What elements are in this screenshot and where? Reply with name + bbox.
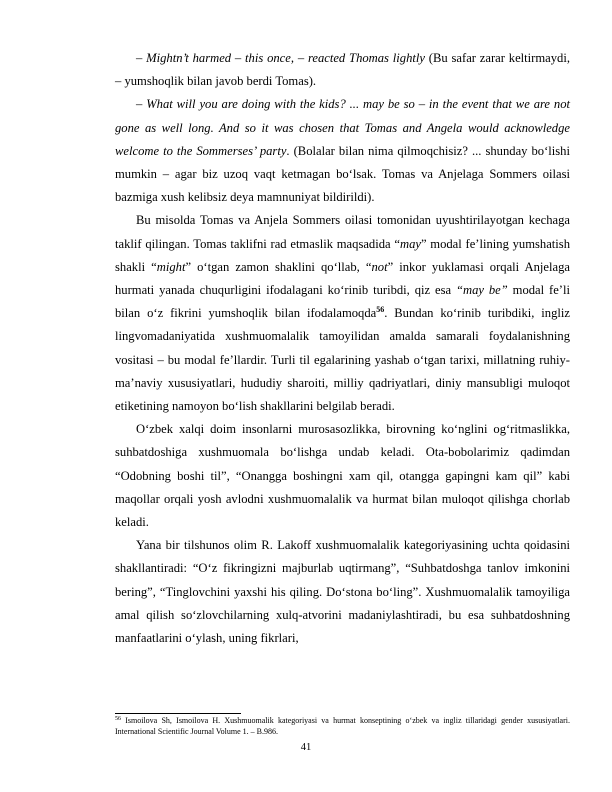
uzbek-translation: . (Bolalar bilan nima qilmoqchisiz? ... shunday bo‘lishi mumkin – agar biz uzoq vaqt ketmagan bo‘lsak. Tomas va Anjelaga Sommers oilasi bazmiga xush kelibsiz deya mamnuniyat bildirildi). <box>115 143 570 205</box>
footnote <box>115 716 570 737</box>
footnote-text: Ismoilova Sh, Ismoilova H. Xushmuomalik kategoriyasi va hurmat konseptining o‘zbek va ingliz tillaridagi gender xususiyatlari. International Scientific Journal Volume 1. – B.986. <box>115 716 570 736</box>
footnote-number: 56 <box>115 716 121 722</box>
dialogue-dash: – <box>136 51 147 65</box>
footnote-separator <box>115 713 241 714</box>
page-number: 41 <box>300 742 312 753</box>
english-quote: – What will you are doing with the kids? ... may be so – in the event that we are not gone as well long. And so it was chosen that Tomas and Angela would acknowledge welcome to the Sommerses’ party <box>115 97 570 158</box>
footnote-reference[interactable]: 56 <box>376 305 385 315</box>
paragraph-lakoff: Yana bir tilshunos olim R. Lakoff xushmuomalalik kategoriyasining uchta qoidasini shakllantiradi: “O‘z fikringizni majburlab uqtirmang”, “Suhbatdoshga tanlov imkonini bering”, “Tinglovchini yaxshi his qiling. Do‘stona bo‘ling”. Xushmuomalalik tamoyiliga amal qilish so‘zlovchilarning xulq-atvorini madaniylashtiradi, bu esa suhbatdoshning manfaatlarini o‘ylash, uning fikrlari, <box>115 538 570 646</box>
paragraph-dialogue-1 <box>115 47 570 93</box>
paragraph-analysis: Bu misolda Tomas va Anjela Sommers oilasi tomonidan uyushtirilayotgan kechaga taklif qilingan. Tomas taklifni rad etmaslik maqsadida “may” modal fe’lining yumshatish shakli “might” o‘tgan zamon shaklini qo‘llab, “not” inkor yuklamasi orqali Anjelaga hurmati yanada chuqurligini ifodalagani ko‘rinib turibdi, qiz esa “may be” modal fe’li bilan o‘z fikrini yumshoqlik bilan ifodalamoqda$^{56}$. Bundan ko‘rinib turibdiki, ingliz lingvomadaniyatida xushmuomalalik tamoyilidan amalda samarali foydalanishning vositasi – bu modal fe’llardir. Turli til egalarining yashab o‘tgan tarixi, millatning ruhiy-ma’naviy xususiyatlari, hududiy sharoiti, milliy qadriyatlari, diniy mansubligi muloqot etiketining namoyon bo‘lish shakllarini belgilab beradi. <box>115 213 570 414</box>
paragraph-uzbek-culture: O‘zbek xalqi doim insonlarni murosasozlikka, birovning ko‘nglini og‘ritmaslikka, suhbatdoshiga xushmuomala bo‘lishga undab keladi. Ota-bobolarimiz qadimdan “Odobning boshi til”, “Onangga boshingni xam qil, otangga gapingni kam qil” kabi maqollar orqali yosh avlodni xushmuomalalik va hurmat bilan muloqot qilishga chorlab keladi. <box>115 422 570 530</box>
term-may-be: “may be” <box>455 283 508 298</box>
term-may: may <box>399 236 421 251</box>
body-text <box>115 47 570 650</box>
english-quote: Mightn’t harmed – this once, – reacted Thomas lightly <box>146 51 425 65</box>
term-might: might <box>156 259 186 274</box>
uzbek-translation: (Bu safar zarar keltirmaydi, – yumshoqlik bilan javob berdi Tomas). <box>115 51 570 89</box>
term-not: not <box>371 259 388 274</box>
paragraph-dialogue-2 <box>115 93 570 209</box>
